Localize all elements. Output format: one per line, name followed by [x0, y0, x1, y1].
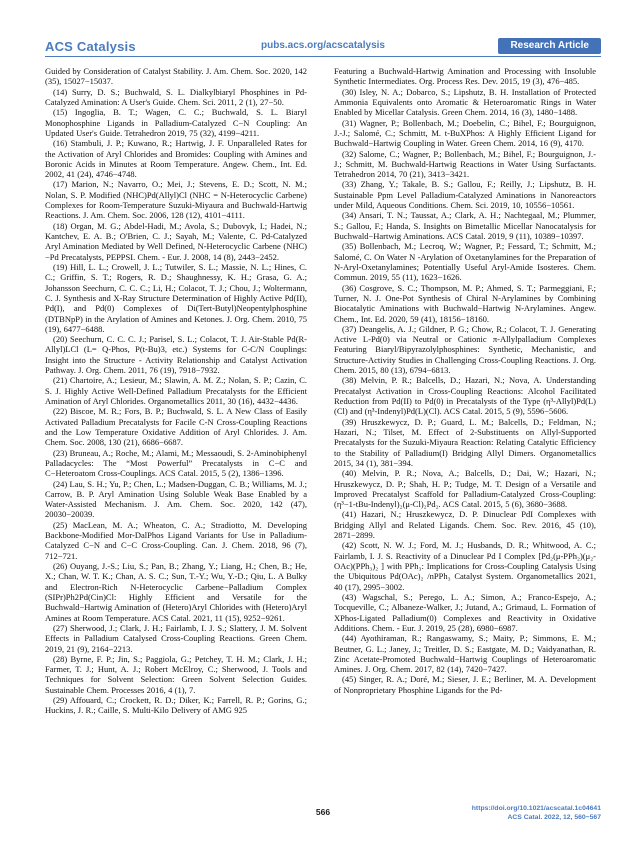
reference-entry: (34) Ansari, T. N.; Taussat, A.; Clark, A. H.; Nachtegaal, M.; Plummer, S.; Gallou, F.; Handa, S. Insights on Bimetallic Micellar Nanocatalysis for Buchwald−Hartwig Aminations. ACS Catal. 2019, 9 (11), 10389−10397.: [334, 210, 596, 241]
reference-entry: (19) Hill, L. L.; Crowell, J. L.; Tutwiler, S. L.; Massie, N. L.; Hines, C. C.; Griffin, S. T.; Rogers, R. D.; Shaughnessy, K. H.; Grasa, G. A.; Johansson Seechurn, C. C. C.; Li, H.; Colacot, T. J.; Chou, J.; Woltermann, C. J. Synthesis and X-Ray Structure Determination of Highly Active Pd(II), Pd(I), and Pd(0) Complexes of Di(Tert-Butyl)Neopentylphosphine (DTBNpP) in the Arylation of Amines and Ketones. J. Org. Chem. 2010, 75 (19), 6477−6488.: [45, 261, 307, 334]
reference-entry: (33) Zhang, Y.; Takale, B. S.; Gallou, F.; Reilly, J.; Lipshutz, B. H. Sustainable Ppm Level Palladium-Catalyzed Aminations in Nanoreactors under Mild, Aqueous Conditions. Chem. Sci. 2019, 10, 10556−10561.: [334, 179, 596, 211]
journal-title: ACS Catalysis: [45, 39, 136, 54]
reference-entry: (16) Stambuli, J. P.; Kuwano, R.; Hartwig, J. F. Unparalleled Rates for the Activation of Aryl Chlorides and Bromides: Coupling with Amines and Boronic Acids in Minutes at Room Temperature. Angew. Chem., Int. Ed. 2002, 41 (24), 4746−4748.: [45, 138, 307, 180]
article-page: [45, 34, 601, 716]
reference-entry: (37) Deangelis, A. J.; Gildner, P. G.; Chow, R.; Colacot, T. J. Generating Active L-Pd(0) via Neutral or Cationic π-Allylpalladium Complexes Featuring Biaryl/Bipyrazolylphosphines: Synthetic, Mechanistic, and Structure-Activity Studies in Challenging Cross-Coupling Reactions. J. Org. Chem. 2015, 80 (13), 6794−6813.: [334, 323, 596, 376]
page-header: [45, 34, 601, 54]
reference-entry: (25) MacLean, M. A.; Wheaton, C. A.; Stradiotto, M. Developing Backbone-Modified Mor-DalPhos Ligand Variants for Use in Palladium-Catalyzed C−N and C−C Cross-Coupling. Can. J. Chem. 2018, 96 (7), 712−721.: [45, 519, 307, 561]
reference-entry: (17) Marion, N.; Navarro, O.; Mei, J.; Stevens, E. D.; Scott, N. M.; Nolan, S. P. Modified (NHC)Pd(Allyl)Cl (NHC = N-Heterocyclic Carbene) Complexes for Room-Temperature Suzuki-Miyaura and Buchwald-Hartwig Reactions. J. Am. Chem. Soc. 2006, 128 (12), 4101−4111.: [45, 179, 307, 221]
reference-entry: (32) Salome, C.; Wagner, P.; Bollenbach, M.; Bihel, F.; Bourguignon, J.-J.; Schmitt, M. Buchwald-Hartwig Reactions in Water Using Surfactants. Tetrahedron 2014, 70 (21), 3413−3421.: [334, 148, 596, 180]
reference-entry: (21) Chartoire, A.; Lesieur, M.; Slawin, A. M. Z.; Nolan, S. P.; Cazin, C. S. J. Highly Active Well-Defined Palladium Precatalysts for the Efficient Amination of Aryl Chlorides. Organometallics 2011, 30 (16), 4432−4436.: [45, 375, 307, 406]
reference-entry: (18) Organ, M. G.; Abdel-Hadi, M.; Avola, S.; Dubovyk, I.; Hadei, N.; Kantchev, E. A. B.; O'Brien, C. J.; Sayah, M.; Valente, C. Pd-Catalyzed Aryl Amination Mediated by Well Defined, N-Heterocyclic Carbene (NHC)−Pd Precatalysts, PEPPSI. Chem. - Eur. J. 2008, 14 (8), 2443−2452.: [45, 220, 307, 262]
reference-entry: (40) Melvin, P. R.; Nova, A.; Balcells, D.; Dai, W.; Hazari, N.; Hruszkewycz, D. P.; Shah, H. P.; Tudge, M. T. Design of a Versatile and Improved Precatalyst Scaffold for Palladium-Catalyzed Cross-Coupling: (η³−1-tBu-Indenyl)₂(μ-Cl)₂Pd₂. ACS Catal. 2015, 5 (6), 3680−3688.: [334, 468, 596, 510]
reference-entry: (31) Wagner, P.; Bollenbach, M.; Doebelin, C.; Bihel, F.; Bourguignon, J.-J.; Salomé, C.; Schmitt, M. t-BuXPhos: A Highly Efficient Ligand for Buchwald−Hartwig Coupling in Water. Green Chem. 2014, 16 (9), 4170.: [334, 117, 596, 149]
reference-entry: (26) Ouyang, J.-S.; Liu, S.; Pan, B.; Zhang, Y.; Liang, H.; Chen, B.; He, X.; Chan, W. T. K.; Chan, A. S. C.; Sun, T.-Y.; Wu, Y.-D.; Qiu, L. A Bulky and Electron-Rich N-Heterocyclic Carbene−Palladium Complex (SIPr)Ph2Pd(Cin)Cl: Highly Efficient and Versatile for the Buchwald−Hartwig Amination of (Hetero)Aryl Chlorides with (Hetero)Aryl Amines at Room Temperature. ACS Catal. 2021, 11 (15), 9252−9261.: [45, 561, 307, 623]
header-rule: [45, 56, 601, 57]
citation-line: ACS Catal. 2022, 12, 560−567: [507, 813, 601, 821]
reference-entry: (29) Affouard, C.; Crockett, R. D.; Diker, K.; Farrell, R. P.; Gorins, G.; Huckins, J. R.; Caille, S. Multi-Kilo Delivery of AMG 925: [45, 695, 307, 716]
reference-entry: (45) Singer, R. A.; Doré, M.; Sieser, J. E.; Berliner, M. A. Development of Nonproprietary Phosphine Ligands for the Pd-: [334, 674, 596, 695]
reference-continuation: Guided by Consideration of Catalyst Stability. J. Am. Chem. Soc. 2020, 142 (35), 15027−15037.: [45, 66, 307, 87]
page-footer: [45, 805, 601, 831]
reference-entry: (43) Wagschal, S.; Perego, L. A.; Simon, A.; Franco-Espejo, A.; Tocqueville, C.; Albaneze-Walker, J.; Jutand, A.; Grimaud, L. Formation of XPhos-Ligated Palladium(0) Complexes and Reactivity in Oxidative Additions. Chem. - Eur. J. 2019, 25 (28), 6980−6987.: [334, 591, 596, 633]
reference-entry: (39) Hruszkewycz, D. P.; Guard, L. M.; Balcells, D.; Feldman, N.; Hazari, N.; Tilset, M. Effect of 2-Substituents on Allyl-Supported Precatalysts for the Suzuki-Miyaura Reaction: Relating Catalytic Efficiency to the Stability of Palladium(I) Bridging Allyl Dimers. Organometallics 2015, 34 (1), 381−394.: [334, 416, 596, 468]
references-columns: [45, 66, 601, 716]
doi-link[interactable]: https://doi.org/10.1021/acscatal.1c04641: [471, 805, 601, 812]
reference-entry: (28) Byrne, F. P.; Jin, S.; Paggiola, G.; Petchey, T. H. M.; Clark, J. H.; Farmer, T. J.; Hunt, A. J.; Robert McElroy, C.; Sherwood, J. Tools and Techniques for Solvent Selection: Green Solvent Selection Guides. Sustainable Chem. Processes 2016, 4 (1), 7.: [45, 653, 307, 695]
reference-entry: (24) Lau, S. H.; Yu, P.; Chen, L.; Madsen-Duggan, C. B.; Williams, M. J.; Carrow, B. P. Aryl Amination Using Soluble Weak Base Enabled by a Water-Assisted Mechanism. J. Am. Chem. Soc. 2020, 142 (47), 20030−20039.: [45, 478, 307, 520]
reference-entry: (44) Ayothiraman, R.; Rangaswamy, S.; Maity, P.; Simmons, E. M.; Beutner, G. L.; Janey, J.; Treitler, D. S.; Eastgate, M. D.; Vaidyanathan, R. Zinc Acetate-Promoted Buchwald−Hartwig Couplings of Heteroaromatic Amines. J. Org. Chem. 2017, 82 (14), 7420−7427.: [334, 633, 596, 675]
reference-entry: (27) Sherwood, J.; Clark, J. H.; Fairlamb, I. J. S.; Slattery, J. M. Solvent Effects in Palladium Catalysed Cross-Coupling Reactions. Green Chem. 2019, 21 (9), 2164−2213.: [45, 622, 307, 654]
reference-entry: (30) Isley, N. A.; Dobarco, S.; Lipshutz, B. H. Installation of Protected Ammonia Equivalents onto Aromatic & Heteroaromatic Rings in Water Enabled by Micellar Catalysis. Green Chem. 2014, 16 (3), 1480−1488.: [334, 86, 596, 118]
left-column: [45, 66, 307, 716]
doi-block: [472, 805, 601, 822]
reference-entry: (35) Bollenbach, M.; Lecroq, W.; Wagner, P.; Fessard, T.; Schmitt, M.; Salomé, C. On Water N -Arylation of Oxetanylamines for the Preparation of N-Aryl-Oxetanylamines; Potentially Useful Aryl-Amide Isosteres. Chem. Commun. 2019, 55 (11), 1623−1626.: [334, 241, 596, 283]
reference-entry: (20) Seechurn, C. C. C. J.; Parisel, S. L.; Colacot, T. J. Air-Stable Pd(R-Allyl)LCl (L= Q-Phos, P(t-Bu)3, etc.) Systems for C-C/N Couplings: Insight into the Structure - Activity Relationship and Catalyst Activation Pathway. J. Org. Chem. 2011, 76 (19), 7918−7932.: [45, 334, 307, 376]
reference-continuation: Featuring a Buchwald-Hartwig Amination and Processing with Insoluble Synthetic Intermediates. Org. Process Res. Dev. 2015, 19 (3), 476−485.: [334, 66, 596, 87]
journal-url-link[interactable]: pubs.acs.org/acscatalysis: [261, 40, 385, 51]
reference-entry: (42) Scott, N. W. J.; Ford, M. J.; Husbands, D. R.; Whitwood, A. C.; Fairlamb, I. J. S. Reactivity of a Dinuclear Pd I Complex [Pd₂(μ-PPh₂)(μ₂-OAc)(PPh₃)₂ ] with PPh₃: Implications for Cross-Coupling Catalysis Using the Ubiquitous Pd(OAc)₂ /nPPh₃ Catalyst System. Organometallics 2021, 40 (17), 2995−3002.: [334, 540, 596, 592]
reference-entry: (38) Melvin, P. R.; Balcells, D.; Hazari, N.; Nova, A. Understanding Precatalyst Activation in Cross-Coupling Reactions: Alcohol Facilitated Reduction from Pd(II) to Pd(0) in Precatalysts of the Type (η³-Allyl)Pd(L)(Cl) and (η³-Indenyl)Pd(L)(Cl). ACS Catal. 2015, 5 (9), 5596−5606.: [334, 375, 596, 417]
reference-entry: (22) Biscoe, M. R.; Fors, B. P.; Buchwald, S. L. A New Class of Easily Activated Palladium Precatalysts for Facile C-N Cross-Coupling Reactions and the Low Temperature Oxidative Addition of Aryl Chlorides. J. Am. Chem. Soc. 2008, 130 (21), 6686−6687.: [45, 406, 307, 448]
page-number: 566: [315, 807, 331, 817]
reference-entry: (15) Ingoglia, B. T.; Wagen, C. C.; Buchwald, S. L. Biaryl Monophosphine Ligands in Palladium-Catalyzed C−N Coupling: An Updated User's Guide. Tetrahedron 2019, 75 (32), 4199−4211.: [45, 107, 307, 138]
reference-entry: (23) Bruneau, A.; Roche, M.; Alami, M.; Messaoudi, S. 2-Aminobiphenyl Palladacycles: The “Most Powerful” Precatalysts in C−C and C−Heteroatom Cross-Couplings. ACS Catal. 2015, 5 (2), 1386−1396.: [45, 447, 307, 479]
reference-entry: (14) Surry, D. S.; Buchwald, S. L. Dialkylbiaryl Phosphines in Pd-Catalyzed Amination: A User's Guide. Chem. Sci. 2011, 2 (1), 27−50.: [45, 86, 307, 107]
reference-entry: (41) Hazari, N.; Hruszkewycz, D. P. Dinuclear PdI Complexes with Bridging Allyl and Related Ligands. Chem. Soc. Rev. 2016, 45 (10), 2871−2899.: [334, 509, 596, 541]
article-type-badge: Research Article: [498, 38, 601, 54]
right-column: [334, 66, 596, 716]
reference-entry: (36) Cosgrove, S. C.; Thompson, M. P.; Ahmed, S. T.; Parmeggiani, F.; Turner, N. J. One-Pot Synthesis of Chiral N-Arylamines by Combining Biocatalytic Aminations with Buchwald−Hartwig N-Arylamines. Angew. Chem., Int. Ed. 2020, 59 (41), 18156−18160.: [334, 282, 596, 324]
